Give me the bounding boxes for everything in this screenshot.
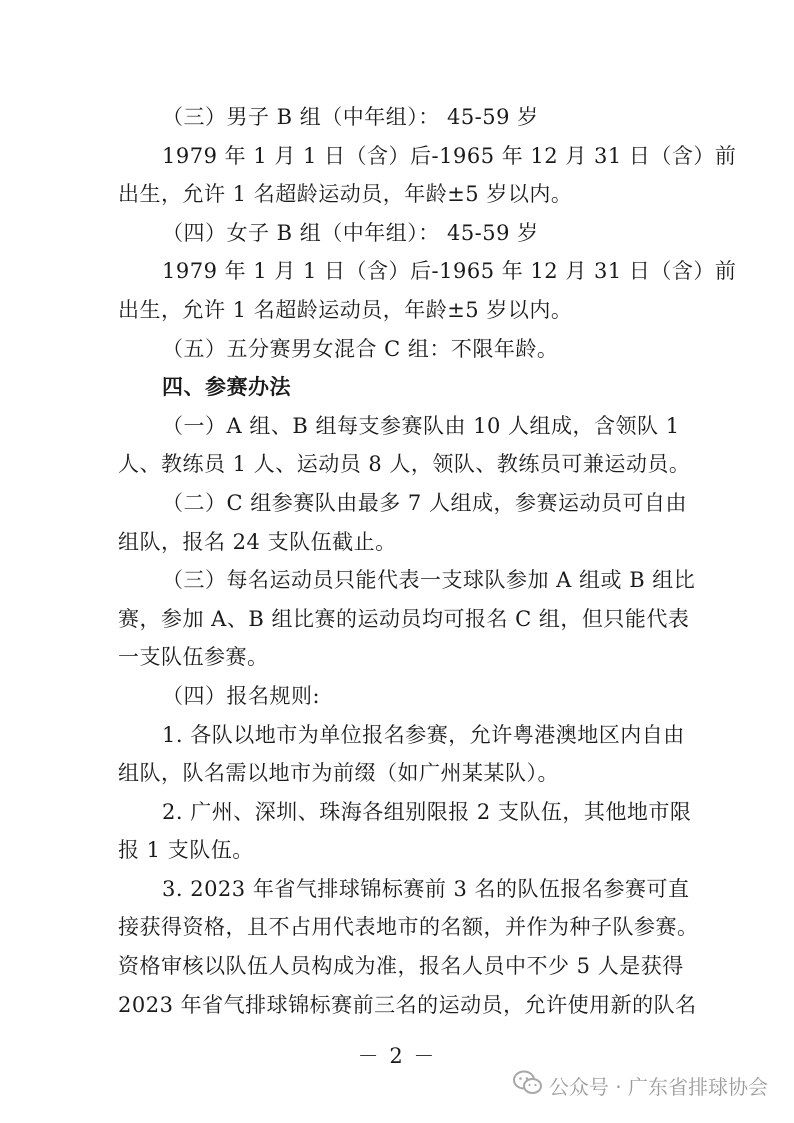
text-line: 报 1 支队伍。 <box>118 838 254 863</box>
page-number: － 2 － <box>357 1044 437 1068</box>
section-heading: 四、参赛办法 <box>162 374 291 400</box>
wechat-icon <box>513 1070 543 1101</box>
text-line: 3. 2023 年省气排球锦标赛前 3 名的队伍报名参赛可直 <box>162 876 690 901</box>
text-line: 组队，报名 24 支队伍截止。 <box>118 529 397 554</box>
watermark <box>513 1070 768 1101</box>
text-line: 组队，队名需以地市为前缀（如广州某某队）。 <box>118 761 559 786</box>
text-line: （三）每名运动员只能代表一支球队参加 A 组或 B 组比 <box>162 568 696 593</box>
text-line: 1979 年 1 月 1 日（含）后-1965 年 12 月 31 日（含）前 <box>162 259 737 284</box>
text-line: （一）A 组、B 组每支参赛队由 10 人组成，含领队 1 <box>162 413 680 438</box>
text-line: 资格审核以队伍人员构成为准，报名人员中不少 5 人是获得 <box>118 954 684 979</box>
text-line: （五）五分赛男女混合 C 组：不限年龄。 <box>162 336 559 361</box>
text-line: （二）C 组参赛队由最多 7 人组成，参赛运动员可自由 <box>162 490 687 515</box>
text-line: 人、教练员 1 人、运动员 8 人，领队、教练员可兼运动员。 <box>118 452 691 477</box>
text-line: 出生，允许 1 名超龄运动员，年龄±5 岁以内。 <box>118 297 573 322</box>
text-line: （四）女子 B 组（中年组）： 45-59 岁 <box>162 220 539 245</box>
text-line: 一支队伍参赛。 <box>118 645 269 670</box>
text-line: 出生，允许 1 名超龄运动员，年龄±5 岁以内。 <box>118 182 573 207</box>
text-line: 赛，参加 A、B 组比赛的运动员均可报名 C 组，但只能代表 <box>118 606 690 631</box>
text-line: （四）报名规则: <box>162 683 321 708</box>
text-line: 接获得资格，且不占用代表地市的名额，并作为种子队参赛。 <box>118 915 699 940</box>
document-body <box>118 98 737 1024</box>
text-line: 2. 广州、深圳、珠海各组别限报 2 支队伍，其他地市限 <box>162 799 692 824</box>
text-line: 1979 年 1 月 1 日（含）后-1965 年 12 月 31 日（含）前 <box>162 143 737 168</box>
text-line: 2023 年省气排球锦标赛前三名的运动员，允许使用新的队名 <box>118 992 697 1017</box>
text-line: （三）男子 B 组（中年组）： 45-59 岁 <box>162 105 539 129</box>
text-line: 1. 各队以地市为单位报名参赛，允许粤港澳地区内自由 <box>162 722 685 747</box>
watermark-text: 公众号 · 广东省排球协会 <box>548 1075 768 1099</box>
